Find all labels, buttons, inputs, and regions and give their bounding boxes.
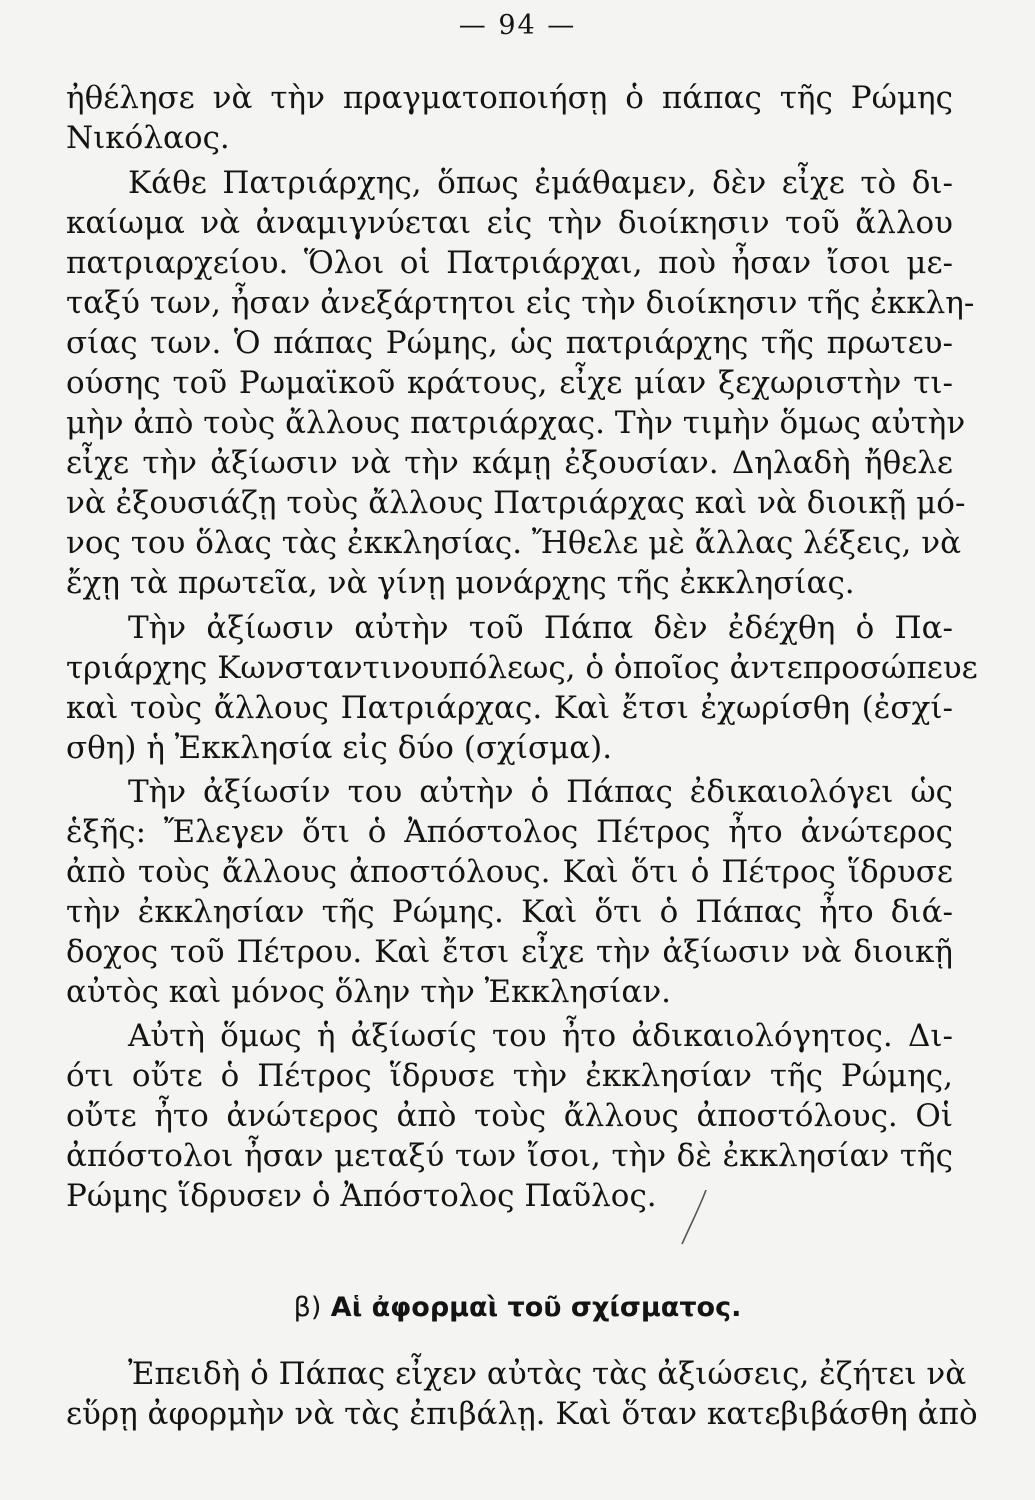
text-line: τριάρχης Κωνσταντινουπόλεως, ὁ ὁποῖος ἀντεπροσώπευε bbox=[66, 650, 978, 686]
text-line: αὐτὸς καὶ μόνος ὅλην τὴν Ἐκκλησίαν. bbox=[66, 974, 672, 1010]
page-number: — 94 — bbox=[458, 10, 577, 41]
text-line: Κάθε Πατριάρχης, ὅπως ἐμάθαμεν, δὲν εἶχε τὸ δι- bbox=[128, 165, 953, 201]
text-line: πατριαρχείου. Ὅλοι οἱ Πατριάρχαι, ποὺ ἦσαν ἴσοι με- bbox=[66, 245, 953, 281]
text-line: ἠθέλησε νὰ τὴν πραγματοποιήσῃ ὁ πάπας τῆς Ρώμης bbox=[66, 80, 953, 116]
text-line: Ἐπειδὴ ὁ Πάπας εἶχεν αὐτὰς τὰς ἀξιώσεις, ἐζήτει νὰ bbox=[128, 1356, 967, 1392]
text-line: Νικόλαος. bbox=[66, 120, 230, 156]
text-line: Ρώμης ἵδρυσεν ὁ Ἀπόστολος Παῦλος. bbox=[66, 1178, 657, 1214]
text-line: καὶ τοὺς ἄλλους Πατριάρχας. Καὶ ἔτσι ἐχωρίσθη (ἐσχί- bbox=[66, 690, 953, 726]
text-line: σθη) ἡ Ἐκκλησία εἰς δύο (σχίσμα). bbox=[66, 730, 613, 766]
text-line: ἑξῆς: Ἔλεγεν ὅτι ὁ Ἀπόστολος Πέτρος ἦτο ἀνώτερος bbox=[66, 814, 953, 850]
text-line: μὴν ἀπὸ τοὺς ἄλλους πατριάρχας. Τὴν τιμὴν ὅμως αὐτὴν bbox=[66, 405, 966, 441]
text-line: καίωμα νὰ ἀναμιγνύεται εἰς τὴν διοίκησιν τοῦ ἄλλου bbox=[66, 205, 953, 241]
text-line: δοχος τοῦ Πέτρου. Καὶ ἔτσι εἶχε τὴν ἀξίωσιν νὰ διοικῇ bbox=[66, 934, 953, 970]
text-line: ούσης τοῦ Ρωμαϊκοῦ κράτους, εἶχε μίαν ξεχωριστὴν τι- bbox=[66, 365, 953, 401]
text-line: ἔχῃ τὰ πρωτεῖα, νὰ γίνῃ μονάρχης τῆς ἐκκλησίας. bbox=[66, 565, 855, 601]
text-line: ἀπόστολοι ἦσαν μεταξύ των ἴσοι, τὴν δὲ ἐκκλησίαν τῆς bbox=[66, 1138, 953, 1174]
text-line: Αὐτὴ ὅμως ἡ ἀξίωσίς του ἦτο ἀδικαιολόγητος. Δι- bbox=[128, 1018, 953, 1054]
section-heading bbox=[0, 1288, 1035, 1328]
text-line: εὕρῃ ἀφορμὴν νὰ τὰς ἐπιβάλῃ. Καὶ ὅταν κατεβιβάσθη ἀπὸ bbox=[66, 1396, 978, 1432]
pencil-mark bbox=[676, 1188, 710, 1248]
text-line: Τὴν ἀξίωσίν του αὐτὴν ὁ Πάπας ἐδικαιολόγει ὡς bbox=[128, 774, 953, 810]
text-line: τὴν ἐκκλησίαν τῆς Ρώμης. Καὶ ὅτι ὁ Πάπας ἦτο διά- bbox=[66, 894, 953, 930]
text-line: οὔτε ἦτο ἀνώτερος ἀπὸ τοὺς ἄλλους ἀποστόλους. Οἱ bbox=[66, 1098, 953, 1134]
section-number: β) bbox=[293, 1292, 322, 1323]
text-line: Τὴν ἀξίωσιν αὐτὴν τοῦ Πάπα δὲν ἐδέχθη ὁ Πα- bbox=[128, 610, 953, 646]
text-line: σίας των. Ὁ πάπας Ρώμης, ὡς πατριάρχης τῆς πρωτευ- bbox=[66, 325, 953, 361]
section-title: Αἱ ἀφορμαὶ τοῦ σχίσματος. bbox=[330, 1292, 742, 1323]
text-line: ἀπὸ τοὺς ἄλλους ἀποστόλους. Καὶ ὅτι ὁ Πέτρος ἵδρυσε bbox=[66, 854, 953, 890]
text-line: νὰ ἐξουσιάζῃ τοὺς ἄλλους Πατριάρχας καὶ νὰ διοικῇ μό- bbox=[66, 485, 966, 521]
text-line: ότι οὔτε ὁ Πέτρος ἵδρυσε τὴν ἐκκλησίαν τῆς Ρώμης, bbox=[66, 1058, 953, 1094]
text-line: εἶχε τὴν ἀξίωσιν νὰ τὴν κάμῃ ἐξουσίαν. Δηλαδὴ ἤθελε bbox=[66, 445, 953, 481]
text-line: ταξύ των, ἦσαν ἀνεξάρτητοι εἰς τὴν διοίκησιν τῆς ἐκκλη- bbox=[66, 285, 975, 321]
text-line: νος του ὅλας τὰς ἐκκλησίας. Ἤθελε μὲ ἄλλας λέξεις, νὰ bbox=[66, 525, 962, 561]
